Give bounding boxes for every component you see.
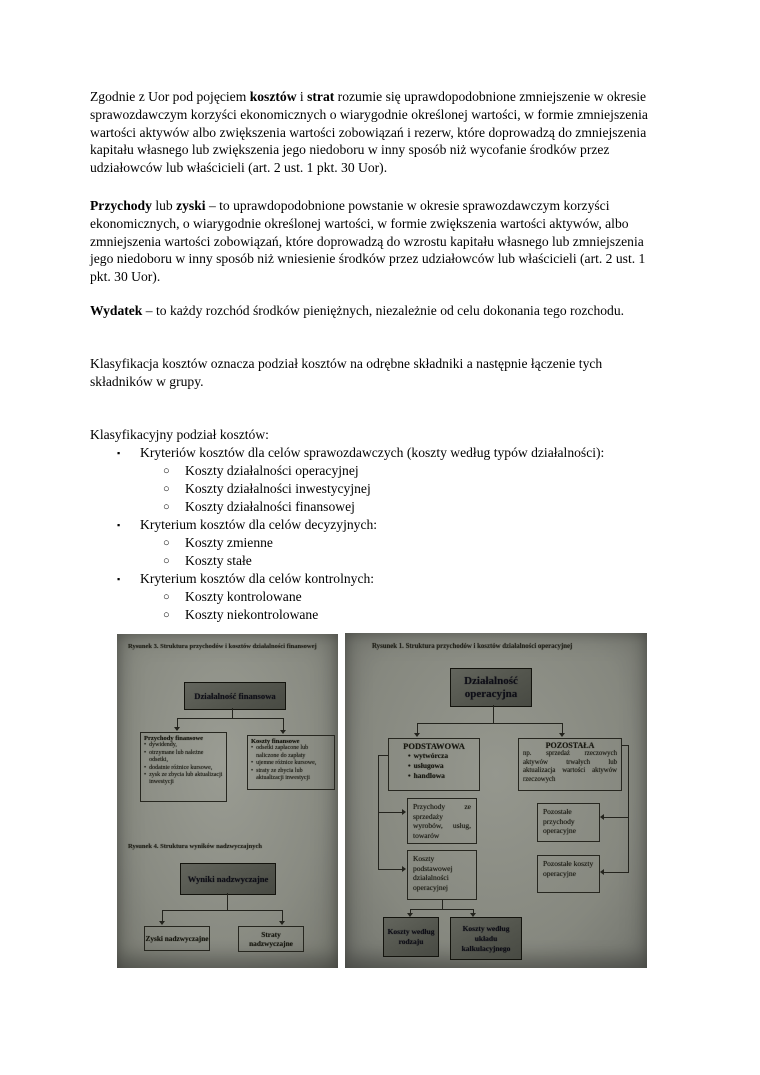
dot-bullet-icon: • — [144, 764, 147, 771]
node-koszty-podstawowej — [407, 850, 477, 900]
bullet-label: handlowa — [413, 771, 445, 780]
figure-caption-rysunek1: Rysunek 1. Struktura przychodów i kosztów działalności operacyjnej — [372, 643, 573, 650]
node-przychody-ze-sprzedazy — [407, 798, 477, 844]
node-dzialalnosc-finansowa — [184, 682, 286, 710]
node-label: Straty nadzwyczajne — [249, 930, 293, 948]
list-item-level2 — [90, 480, 660, 498]
bullet-row — [144, 772, 223, 787]
list-heading: Klasyfikacyjny podział kosztów: — [90, 427, 269, 442]
connector-line — [410, 909, 474, 910]
connector-arrow — [402, 809, 406, 815]
node-label: Zyski nadzwyczajne — [145, 934, 209, 943]
bullet-label: zysk ze zbycia lub aktualizacji inwestycji — [149, 772, 223, 786]
circle-bullet-icon: ○ — [163, 609, 170, 621]
connector-line — [162, 910, 283, 911]
list-item-level2 — [90, 498, 660, 516]
dot-bullet-icon: • — [144, 742, 147, 749]
list-item-label: Koszty działalności inwestycyjnej — [185, 481, 371, 496]
figure-operating-image — [345, 633, 647, 968]
node-label: Działalność operacyjna — [464, 674, 518, 700]
bold-term-zyski: zyski — [176, 198, 206, 213]
dot-bullet-icon: • — [251, 767, 254, 774]
list-item-level1 — [90, 444, 660, 462]
list-item-label: Koszty działalności operacyjnej — [185, 463, 359, 478]
bullet-row — [251, 768, 331, 783]
connector-line — [442, 900, 443, 909]
square-bullet-icon: ▪ — [117, 448, 121, 458]
figure-caption-rysunek3: Rysunek 3. Struktura przychodów i kosztów działalności finansowej — [128, 643, 317, 650]
list-item-level2 — [90, 588, 660, 606]
connector-line — [177, 718, 284, 719]
dot-bullet-icon: • — [408, 751, 411, 760]
node-pozostala — [518, 738, 622, 791]
list-item-label: Koszty działalności finansowej — [185, 499, 355, 514]
list-item-level2 — [90, 534, 660, 552]
dot-bullet-icon: • — [144, 749, 147, 756]
bullet-label: odsetki zapłacone lub naliczone do zapłaty — [256, 745, 309, 759]
bold-term-kosztow: kosztów — [249, 89, 297, 104]
circle-bullet-icon: ○ — [163, 555, 170, 567]
connector-arrow — [414, 733, 420, 737]
list-item-level1 — [90, 570, 660, 588]
node-label: Pozostałe przychody operacyjne — [543, 807, 576, 836]
circle-bullet-icon: ○ — [163, 591, 170, 603]
list-item-label: Koszty stałe — [185, 553, 252, 568]
list-item-label: Koszty zmienne — [185, 535, 273, 550]
paragraph-koszty-straty — [90, 88, 660, 177]
connector-line — [227, 893, 228, 910]
node-label: Koszty według układu kalkulacyjnego — [461, 923, 511, 953]
connector-line — [417, 723, 563, 724]
bullet-label: dodatnie różnice kursowe, — [149, 764, 213, 771]
node-label: Działalność finansowa — [194, 691, 276, 701]
node-label: Wyniki nadzwyczajne — [187, 874, 269, 884]
bullet-row — [251, 760, 331, 767]
dot-bullet-icon: • — [251, 745, 254, 752]
connector-line — [622, 745, 629, 746]
text-run: Zgodnie z Uor pod pojęciem — [90, 89, 250, 104]
figure-financial-image — [117, 634, 338, 968]
node-label: Pozostałe koszty operacyjne — [543, 859, 594, 878]
bullet-row — [408, 771, 476, 781]
bullet-row — [251, 745, 331, 760]
text-run: – to każdy rozchód środków pieniężnych, niezależnie od celu dokonania tego rozchodu. — [142, 303, 625, 318]
connector-arrow — [174, 727, 180, 731]
connector-line — [378, 869, 403, 870]
node-title: Przychody finansowe — [144, 735, 204, 742]
node-title: PODSTAWOWA — [403, 741, 465, 751]
text-run: – to uprawdopodobnione powstanie w okresie sprawozdawczym korzyści ekonomicznych, o wiarygodnie określonej wartości, w formie zwiększenia wartości aktywów, albo zmniejszenia wartości zobowiązań, które doprowadzą do wzrostu kapitału własnego lub zmniejszenia jego niedoboru w inny sposób niż wniesienie środków przez udziałowców lub właścicieli (art. 2 ust. 1 pkt. 30 Uor). — [90, 198, 646, 285]
connector-line — [232, 708, 233, 718]
circle-bullet-icon: ○ — [163, 483, 170, 495]
node-body: np. sprzedaż rzeczowych aktywów trwałych lub aktualizacja wartości aktywów rzeczowych — [523, 750, 617, 783]
bullet-label: wytwórcza — [413, 751, 449, 760]
node-label: Koszty podstawowej działalności operacyjnej — [413, 854, 453, 892]
node-label: Przychody ze sprzedaży wyrobów, usług, towarów — [413, 802, 471, 840]
bold-term-strat: strat — [307, 89, 335, 104]
connector-arrow — [279, 921, 285, 925]
classification-list — [90, 426, 660, 624]
bullet-row — [144, 750, 223, 765]
node-title: Koszty finansowe — [251, 738, 300, 745]
connector-line — [378, 755, 388, 756]
connector-arrow — [280, 730, 286, 734]
node-koszty-wedlug-rodzaju — [383, 917, 439, 957]
bullet-row — [144, 765, 223, 772]
node-straty-nadzwyczajne — [238, 926, 304, 952]
square-bullet-icon: ▪ — [117, 574, 121, 584]
bullet-row — [408, 751, 476, 761]
bullet-label: usługowa — [413, 761, 444, 770]
figure-caption-rysunek4: Rysunek 4. Struktura wyników nadzwyczajnych — [128, 843, 262, 850]
dot-bullet-icon: • — [144, 772, 147, 779]
connector-arrow — [600, 814, 604, 820]
connector-line — [378, 812, 403, 813]
dot-bullet-icon: • — [408, 771, 411, 780]
circle-bullet-icon: ○ — [163, 501, 170, 513]
circle-bullet-icon: ○ — [163, 465, 170, 477]
bullet-row — [144, 742, 223, 749]
text-run: rozumie się uprawdopodobnione zmniejszenie w okresie sprawozdawczym korzyści ekonomicznych o wiarygodnie określonej wartości, w formie zmniejszenia wartości aktywów albo zwiększenia wartości zobowiązań i rezerw, które doprowadzą do zmniejszenia kapitału własnego lub zwiększenia jego niedoboru w inny sposób niż wycofanie środków przez udziałowców lub właścicieli (art. 2 ust. 1 pkt. 30 Uor). — [90, 89, 648, 176]
bullet-label: ujemne różnice kursowe, — [256, 760, 317, 767]
node-pozostale-przychody — [537, 803, 600, 842]
connector-line — [604, 817, 629, 818]
list-item-label: Kryterium kosztów dla celów decyzyjnych: — [140, 517, 378, 532]
bullet-label: otrzymane lub należne odsetki, — [149, 749, 204, 764]
bullet-label: dywidendy, — [149, 742, 177, 749]
list-item-level2 — [90, 606, 660, 624]
node-label: Koszty według rodzaju — [387, 927, 435, 946]
node-pozostale-koszty — [537, 855, 600, 893]
connector-arrow — [559, 733, 565, 737]
paragraph-wydatek — [90, 302, 660, 320]
bullet-row — [408, 761, 476, 771]
node-koszty-wedlug-ukladu — [450, 917, 522, 960]
node-dzialalnosc-operacyjna — [450, 668, 532, 707]
square-bullet-icon: ▪ — [117, 520, 121, 530]
connector-arrow — [159, 921, 165, 925]
list-item-level2 — [90, 552, 660, 570]
connector-line — [604, 872, 629, 873]
circle-bullet-icon: ○ — [163, 537, 170, 549]
dot-bullet-icon: • — [251, 760, 254, 767]
text-run: i — [296, 89, 308, 104]
node-wyniki-nadzwyczajne — [180, 863, 276, 895]
paragraph-klasyfikacja — [90, 355, 660, 391]
connector-arrow — [402, 866, 406, 872]
connector-line — [628, 745, 629, 873]
list-item-level1 — [90, 516, 660, 534]
node-podstawowa — [388, 738, 480, 791]
bold-term-przychody: Przychody — [90, 198, 152, 213]
node-zyski-nadzwyczajne — [144, 926, 210, 951]
list-item-label: Koszty kontrolowane — [185, 589, 302, 604]
node-koszty-finansowe — [247, 735, 335, 790]
list-item-label: Koszty niekontrolowane — [185, 607, 319, 622]
list-item-level2 — [90, 462, 660, 480]
list-item-label: Kryterium kosztów dla celów kontrolnych: — [140, 571, 375, 586]
bold-term-wydatek: Wydatek — [90, 303, 143, 318]
node-przychody-finansowe — [140, 732, 227, 802]
connector-arrow — [600, 869, 604, 875]
bullet-label: straty ze zbycia lub aktualizacji inwestycji — [256, 767, 310, 782]
dot-bullet-icon: • — [408, 761, 411, 770]
list-item-label: Kryteriów kosztów dla celów sprawozdawczych (koszty według typów działalności): — [140, 445, 605, 460]
node-title: POZOSTAŁA — [545, 741, 595, 750]
paragraph-przychody-zyski — [90, 197, 660, 286]
text-run: lub — [151, 198, 177, 213]
text-run: Klasyfikacja kosztów oznacza podział kosztów na odrębne składniki a następnie łączenie tych składników w grupy. — [90, 356, 603, 389]
connector-line — [493, 705, 494, 723]
